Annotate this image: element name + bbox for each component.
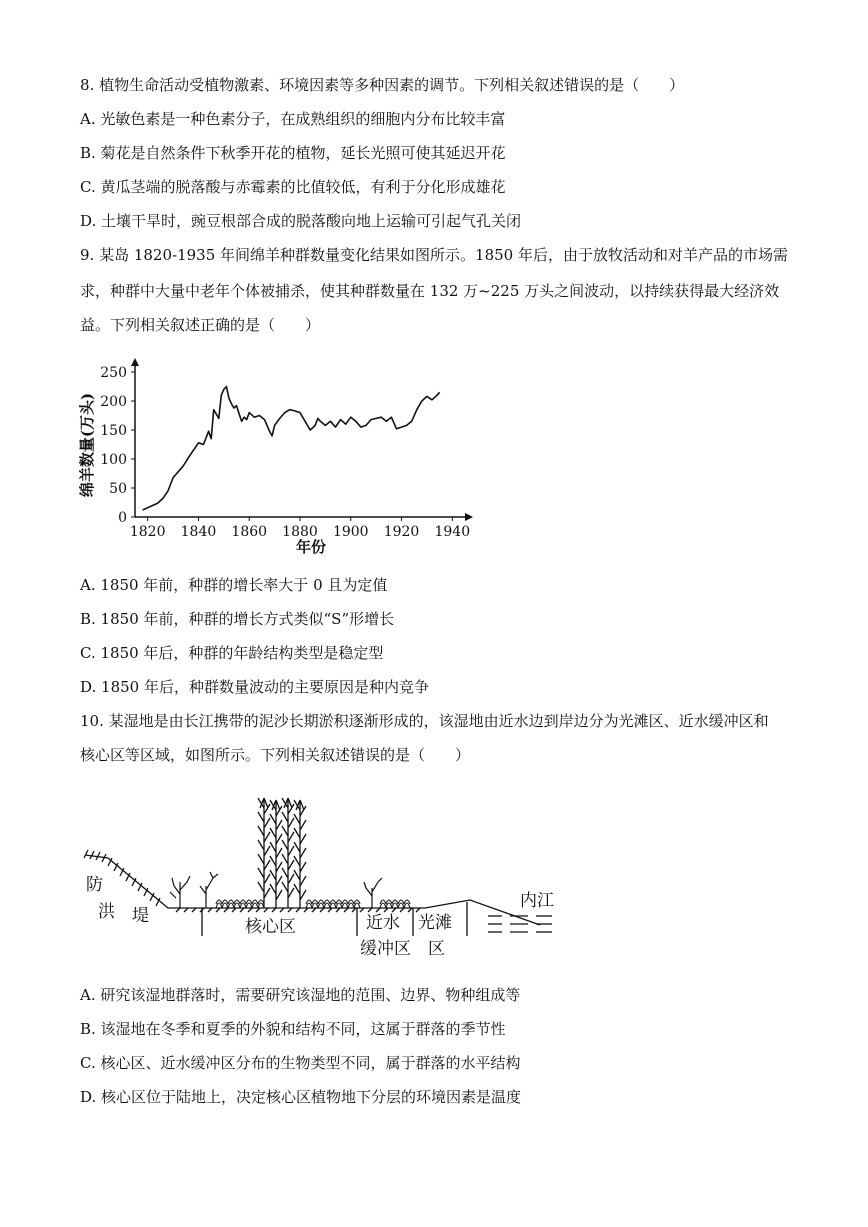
- levee-label-1: 防: [86, 875, 103, 895]
- q10-option-a: A. 研究该湿地群落时，需要研究该湿地的范围、边界、物种组成等: [80, 986, 521, 1004]
- x-tick-label: 1840: [180, 524, 217, 540]
- q8-option-c: C. 黄瓜茎端的脱落酸与赤霉素的比值较低，有利于分化形成雄花: [80, 178, 506, 196]
- q10-stem-line-2: 核心区等区域，如图所示。下列相关叙述错误的是（ ）: [80, 746, 471, 764]
- q10-option-c: C. 核心区、近水缓冲区分布的生物类型不同，属于群落的水平结构: [80, 1054, 521, 1072]
- flat-zone-label-2: 区: [428, 939, 445, 959]
- x-tick-label: 1860: [231, 524, 268, 540]
- buffer-zone-label-2: 缓冲区: [360, 939, 411, 959]
- q9-option-b: B. 1850 年前，种群的增长方式类似“S”形增长: [80, 610, 395, 628]
- q9-stem-line-3: 益。下列相关叙述正确的是（ ）: [80, 316, 321, 334]
- y-tick-label: 250: [100, 365, 127, 381]
- q9-option-d: D. 1850 年后，种群数量波动的主要原因是种内竞争: [80, 678, 429, 696]
- reed: [258, 798, 270, 908]
- population-chart: [80, 352, 480, 562]
- q8-option-a: A. 光敏色素是一种色素分子，在成熟组织的细胞内分布比较丰富: [80, 110, 506, 128]
- flat-zone-label-1: 光滩: [418, 913, 452, 933]
- q8-option-b: B. 菊花是自然条件下秋季开花的植物，延长光照可使其延迟开花: [80, 144, 506, 162]
- river-label: 内江: [520, 891, 554, 911]
- q10-stem-line-1: 10. 某湿地是由长江携带的泥沙长期淤积逐渐形成的，该湿地由近水边到岸边分为光滩区、近水缓冲区和: [80, 712, 769, 730]
- buffer-zone-label-1: 近水: [366, 913, 400, 933]
- levee-label-3: 堤: [132, 906, 149, 926]
- q9-option-c: C. 1850 年后，种群的年龄结构类型是稳定型: [80, 644, 384, 662]
- y-axis-label: 绵羊数量(万头): [78, 392, 96, 498]
- x-tick-label: 1900: [332, 524, 369, 540]
- y-tick-label: 150: [100, 423, 127, 439]
- wetland-diagram: [80, 790, 570, 965]
- reed: [282, 798, 294, 908]
- y-tick-label: 50: [109, 481, 127, 497]
- reed: [270, 800, 282, 908]
- core-zone-label: 核心区: [245, 917, 296, 937]
- q8-stem: 8. 植物生命活动受植物激素、环境因素等多种因素的调节。下列相关叙述错误的是（ ）: [80, 76, 685, 94]
- population-line: [143, 387, 440, 511]
- x-tick-label: 1820: [129, 524, 166, 540]
- q9-stem-line-2: 求，种群中大量中老年个体被捕杀，使其种群数量在 132 万~225 万头之间波动，以持续获得最大经济效: [80, 282, 780, 300]
- q8-option-d: D. 土壤干旱时，豌豆根部合成的脱落酸向地上运输可引起气孔关闭: [80, 212, 522, 230]
- levee-label-2: 洪: [98, 902, 115, 922]
- y-tick-label: 200: [100, 394, 127, 410]
- reed-plants: [258, 798, 306, 908]
- x-tick-label: 1920: [383, 524, 420, 540]
- y-tick-label: 100: [100, 452, 127, 468]
- q9-option-a: A. 1850 年前，种群的增长率大于 0 且为定值: [80, 576, 388, 594]
- grass-tufts: [216, 900, 410, 908]
- x-axis-label: 年份: [295, 538, 327, 556]
- y-tick-label: 0: [118, 510, 127, 526]
- q9-stem-line-1: 9. 某岛 1820-1935 年间绵羊种群数量变化结果如图所示。1850 年后，由于放牧活动和对羊产品的市场需: [80, 246, 788, 264]
- x-axis-arrow: [465, 513, 473, 521]
- low-grass: [216, 900, 410, 908]
- q10-option-d: D. 核心区位于陆地上，决定核心区植物地下分层的环境因素是温度: [80, 1088, 522, 1106]
- x-tick-label: 1880: [282, 524, 318, 540]
- reed: [294, 800, 306, 908]
- x-tick-label: 1940: [434, 524, 471, 540]
- y-axis-arrow: [131, 358, 139, 366]
- q10-option-b: B. 该湿地在冬季和夏季的外貌和结构不同，这属于群落的季节性: [80, 1020, 506, 1038]
